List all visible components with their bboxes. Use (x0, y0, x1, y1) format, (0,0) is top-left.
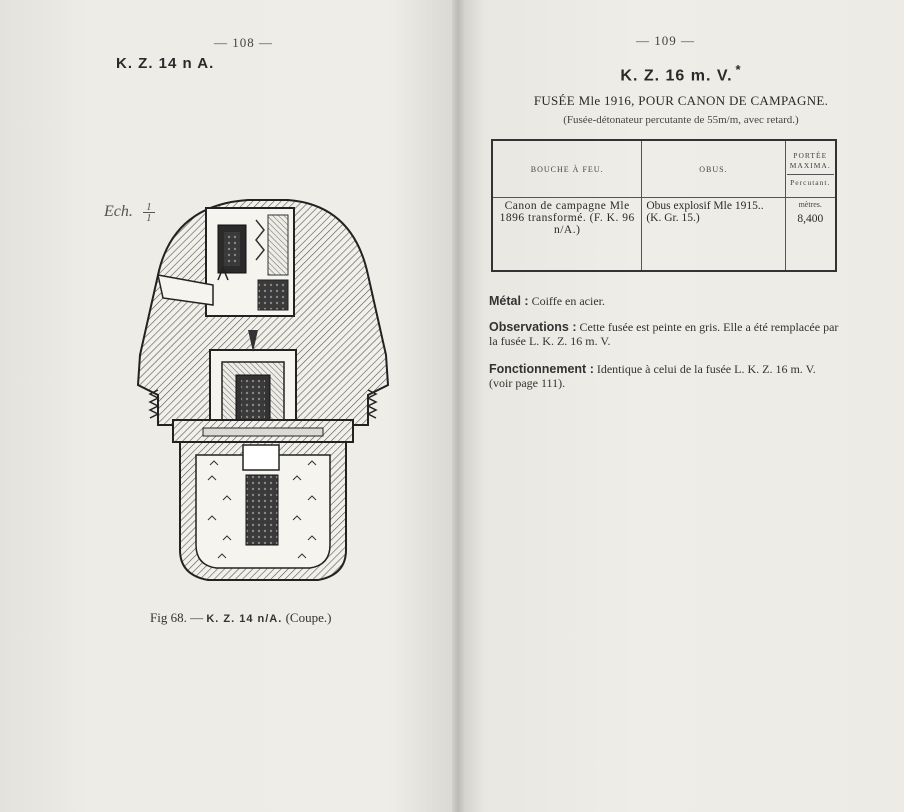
caption-prefix: Fig 68. — (150, 610, 204, 625)
fuse-description: (Fusée-détonateur percutante de 55m/m, avec retard.) (563, 114, 799, 126)
caption-suffix: (Coupe.) (285, 610, 332, 625)
header-obus: OBUS. (642, 140, 785, 198)
left-page-number: — 108 — (214, 35, 273, 50)
right-title-text: K. Z. 16 m. V. (620, 67, 733, 85)
cell-bouche: Canon de campagne Mle 1896 transformé. (F. K. 96 n/A.) (492, 198, 642, 272)
observations-text: Cette fusée est peinte en gris. Elle a été remplacée par la fusée L. K. Z. 16 m. V. (489, 320, 839, 348)
right-page-content (458, 0, 904, 812)
unit-metres: mètres. (798, 200, 822, 209)
header-percutant: Percutant. (787, 174, 835, 188)
metal-label: Métal : (489, 294, 529, 308)
scale-text: Ech. (104, 203, 133, 221)
observations-paragraph (489, 320, 841, 348)
fuse-subtitle: FUSÉE Mle 1916, POUR CANON DE CAMPAGNE. (533, 93, 829, 108)
header-bouche: BOUCHE À FEU. (492, 140, 642, 198)
right-page-number: — 109 — (636, 33, 695, 48)
cell-obus: Obus explosif Mle 1915.. (K. Gr. 15.) (642, 198, 785, 272)
metal-text: Coiffe en acier. (531, 294, 606, 308)
figure-caption (150, 610, 331, 626)
fonctionnement-label: Fonctionnement : (489, 362, 594, 376)
table-header-row (492, 140, 836, 198)
spec-table (491, 139, 837, 272)
title-asterisk: * (735, 62, 742, 77)
header-portee-label: PORTÉE MAXIMA. (789, 150, 831, 170)
portee-value: 8,400 (797, 213, 824, 225)
scale-denominator: 1 (146, 212, 152, 224)
caption-fuse-name: K. Z. 14 n/A. (206, 613, 283, 625)
cell-portee (785, 198, 836, 272)
header-portee (785, 140, 836, 198)
table-row (492, 198, 836, 272)
fonctionnement-paragraph (489, 362, 841, 390)
fonctionnement-text: Identique à celui de la fusée L. K. Z. 16 m. V. (voir page 111). (489, 362, 816, 390)
scale-numerator: 1 (146, 201, 152, 213)
right-page-title (458, 62, 904, 85)
metal-paragraph (489, 294, 841, 308)
fuse-cross-section-drawing (118, 180, 408, 590)
left-page-title: K. Z. 14 n A. (116, 55, 215, 72)
observations-label: Observations : (489, 320, 577, 334)
